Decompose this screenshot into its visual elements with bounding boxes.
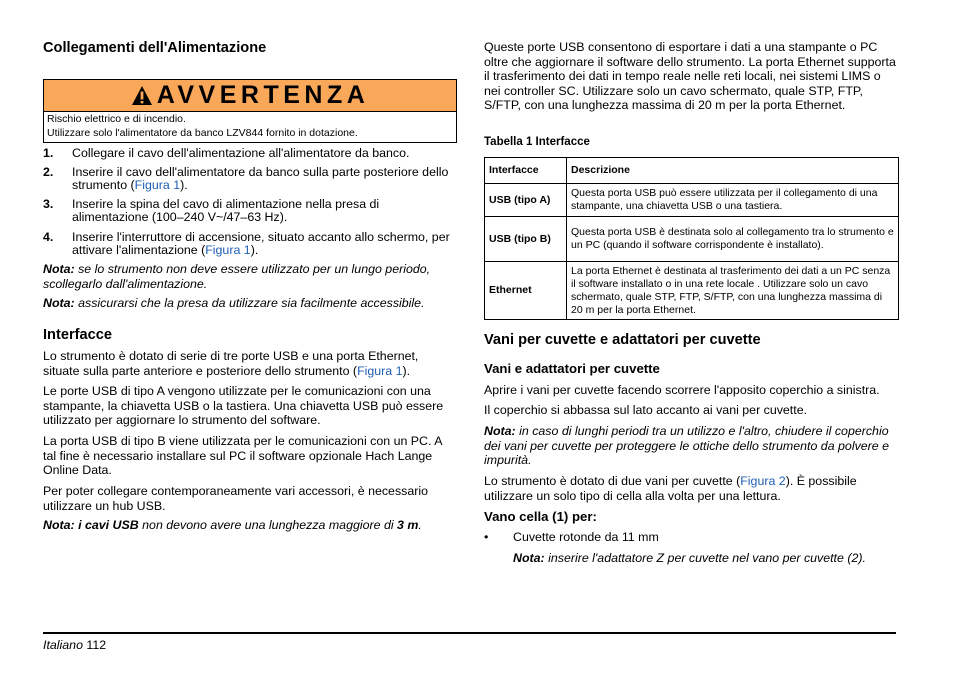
footer-rule [43, 632, 896, 634]
subheading-cuvette-adapters: Vani e adattatori per cuvette [484, 361, 660, 376]
table-cell-description: La porta Ethernet è destinata al trasferimento dei dati a un PC senza il software installato o in una rete locale . Utilizzare solo un cavo schermato, quale STP, FTP, S/FTP, con una lunghezza massima di 20 m per la porta Ethernet. [567, 262, 899, 320]
link-figura-1[interactable]: Figura 1 [357, 363, 403, 378]
note-usb-cable: Nota: i cavi USB non devono avere una lunghezza maggiore di 3 m. [43, 518, 422, 532]
link-figura-1[interactable]: Figura 1 [134, 177, 181, 192]
warning-header [44, 80, 456, 112]
table-header-description: Descrizione [567, 158, 899, 184]
table-row [485, 184, 899, 217]
table-cell-interface: Ethernet [485, 262, 567, 320]
warning-title: AVVERTENZA [156, 81, 370, 109]
cuvettes-paragraph-1: Aprire i vani per cuvette facendo scorrere l'apposito coperchio a sinistra. [484, 383, 880, 397]
link-figura-2[interactable]: Figura 2 [740, 474, 786, 488]
interfaces-paragraph-3: La porta USB di tipo B viene utilizzata per le comunicazioni con un PC. A tal fine è necessario installare sul PC il software opzionale Hach Lange Online Data. [43, 434, 442, 478]
table-cell-interface: USB (tipo A) [485, 184, 567, 217]
step-2-text: Inserire il cavo dell'alimentatore da banco sulla parte posteriore dello strumento (Figura 1). [72, 165, 449, 192]
interfaces-table [484, 157, 899, 320]
table-caption: Tabella 1 Interfacce [484, 136, 590, 148]
interfaces-paragraph-4: Per poter collegare contemporaneamente vari accessori, è necessario utilizzare un hub USB. [43, 484, 428, 513]
page-footer [43, 637, 106, 653]
cuvettes-paragraph-2: Il coperchio si abbassa sul lato accanto ai vani per cuvette. [484, 403, 808, 417]
note-outlet-access: Nota: assicurarsi che la presa da utilizzare sia facilmente accessibile. [43, 296, 425, 310]
step-2-number: 2. [43, 165, 54, 179]
table-cell-description: Questa porta USB è destinata solo al collegamento tra lo strumento e un PC (quando il software corrispondente è installato). [567, 217, 899, 262]
interfaces-paragraph-1: Lo strumento è dotato di serie di tre porte USB e una porta Ethernet, situate sulla parte anteriore e posteriore dello strumento (Figura 1). [43, 349, 419, 378]
usb-intro-paragraph: Queste porte USB consentono di esportare i dati a una stampante o PC oltre che aggiornare il software dello strumento. La porta Ethernet supporta il trasferimento dei dati in tempo reale nelle reti locali, nei sistemi LIMS o nei controller SC. Utilizzare solo un cavo schermato, quale STP, FTP, S/FTP, con una lunghezza massima di 20 m per la porta Ethernet. [484, 40, 896, 113]
table-header-row [485, 158, 899, 184]
bullet-marker: • [484, 530, 489, 544]
step-1-text: Collegare il cavo dell'alimentazione all'alimentatore da banco. [72, 146, 410, 160]
table-header-interfaces: Interfacce [485, 158, 567, 184]
heading-power: Collegamenti dell'Alimentazione [43, 40, 267, 56]
table-row [485, 262, 899, 320]
table-row [485, 217, 899, 262]
warning-box [43, 79, 457, 143]
warning-triangle-icon [131, 85, 153, 106]
interfaces-paragraph-2: Le porte USB di tipo A vengono utilizzate per le comunicazioni con una stampante, la chiavetta USB o la tastiera. Una chiavetta USB può essere utilizzato per aggiornare lo strumento del software. [43, 384, 444, 428]
warning-body [44, 112, 456, 141]
table-cell-interface: USB (tipo B) [485, 217, 567, 262]
subheading-cell-compartment: Vano cella (1) per: [484, 509, 597, 524]
footer-language: Italiano [43, 638, 83, 652]
table-cell-description: Questa porta USB può essere utilizzata per il collegamento di una stampante, una chiavetta USB o una tastiera. [567, 184, 899, 217]
warning-line-2: Utilizzare solo l'alimentatore da banco LZV844 fornito in dotazione. [47, 126, 358, 139]
heading-interfaces: Interfacce [43, 327, 112, 343]
cuvettes-paragraph-3: Lo strumento è dotato di due vani per cuvette (Figura 2). È possibile utilizzare un solo tipo di cella alla volta per una lettura. [484, 474, 857, 503]
step-3-text: Inserire la spina del cavo di alimentazione nella presa di alimentazione (100–240 V~/47–63 Hz). [72, 197, 380, 224]
link-figura-1[interactable]: Figura 1 [205, 242, 251, 257]
note-cuvette-cover: Nota: in caso di lunghi periodi tra un utilizzo e l'altro, chiudere il coperchio dei vani per cuvette per proteggere le ottiche dello strumento da polvere e impurità. [484, 424, 890, 468]
footer-page-number: 112 [86, 638, 107, 652]
step-4-text: Inserire l'interruttore di accensione, situato accanto allo schermo, per attivare l'alimentazione (Figura 1). [72, 230, 450, 257]
note-z-adapter: Nota: inserire l'adattatore Z per cuvette nel vano per cuvette (2). [513, 551, 866, 565]
bullet-round-cuvettes: Cuvette rotonde da 11 mm [513, 530, 659, 544]
heading-cuvettes: Vani per cuvette e adattatori per cuvette [484, 332, 761, 348]
step-3-number: 3. [43, 197, 54, 211]
note-power-disconnect: Nota: se lo strumento non deve essere utilizzato per un lungo periodo, scollegarlo dall'alimentazione. [43, 262, 431, 291]
warning-line-1: Rischio elettrico e di incendio. [47, 113, 186, 125]
step-4-number: 4. [43, 230, 54, 244]
step-1-number: 1. [43, 146, 54, 160]
